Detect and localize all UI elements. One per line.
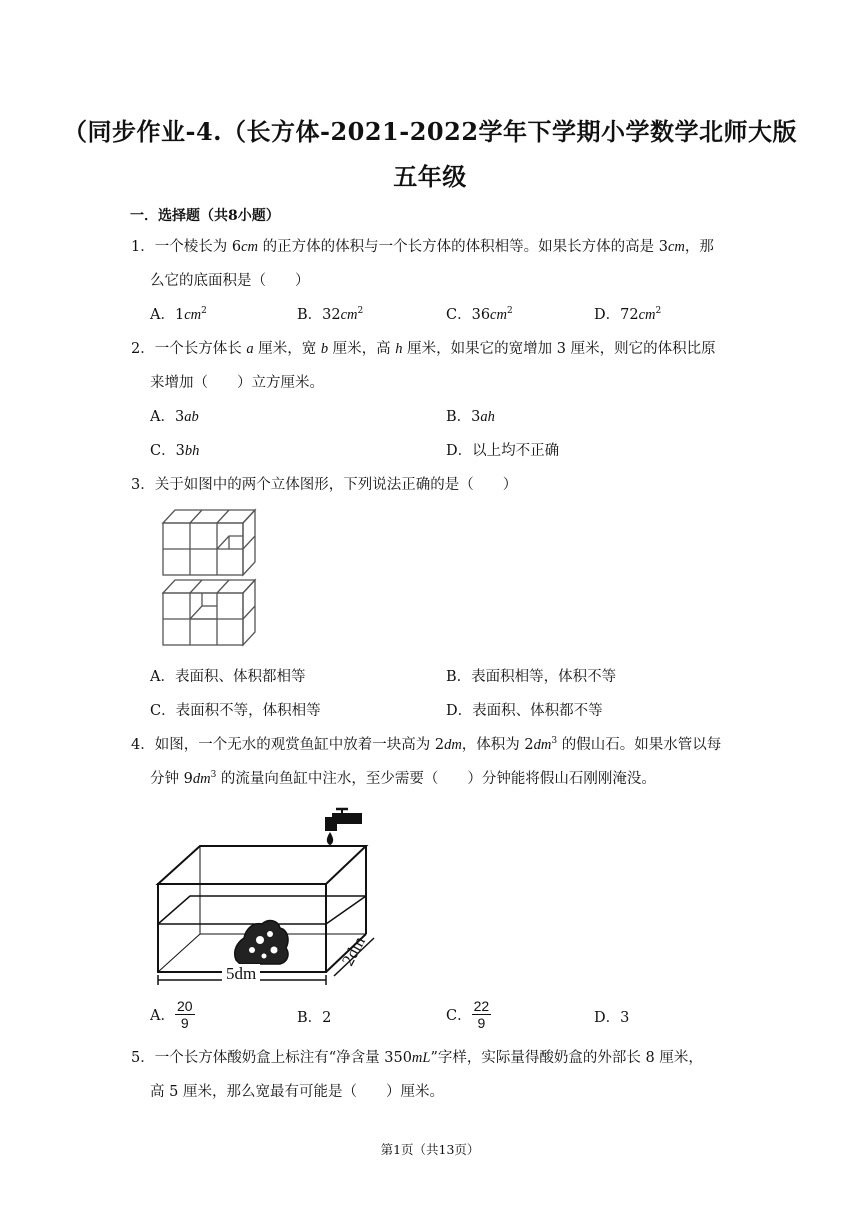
length-dimension-label: 5dm xyxy=(222,964,260,984)
q2-stem-line1: 2．一个长方体长 a 厘米，宽 b 厘米，高 h 厘米，如果它的宽增加 3 厘米，则它的体积比原 xyxy=(131,341,716,357)
q1-stem-line1: 1．一个棱长为 6cm 的正方体的体积与一个长方体的体积相等。如果长方体的高是 3cm，那 xyxy=(131,239,714,255)
q2-option-a: A．3ab xyxy=(150,409,199,425)
q1-stem-line2: 么它的底面积是（ ） xyxy=(150,273,310,289)
width-dimension-label: 2dm xyxy=(338,933,369,969)
q3-option-d: D．表面积、体积都不等 xyxy=(446,703,603,719)
q3-stem: 3．关于如图中的两个立体图形，下列说法正确的是（ ） xyxy=(131,477,518,493)
document-title-line1: （同步作业-4.（长方体-2021-2022学年下学期小学数学北师大版 xyxy=(62,117,798,146)
q2-option-c: C．3bh xyxy=(150,443,200,459)
q3-cube-figures xyxy=(158,505,258,650)
q3-option-c: C．表面积不等，体积相等 xyxy=(150,703,321,719)
q4-stem-line2: 分钟 $9dm^3$ 的流量向鱼缸中注水，至少需要（ ）分钟能将假山石刚刚淹没。 xyxy=(150,770,656,787)
q5-stem-line1: 5．一个长方体酸奶盒上标注有“净含量 350mL”字样，实际量得酸奶盒的外部长 8 厘米， xyxy=(131,1050,703,1066)
q1-option-c: C．$36cm^2$ xyxy=(446,306,513,323)
q4-option-d: D．3 xyxy=(594,1010,630,1026)
page-footer: 第1页（共13页） xyxy=(380,1142,480,1157)
q2-option-b: B．3ah xyxy=(446,409,495,425)
q3-option-a: A．表面积、体积都相等 xyxy=(150,669,306,685)
faucet-icon xyxy=(326,809,361,844)
q2-stem-line2: 来增加（ ）立方厘米。 xyxy=(150,375,324,391)
figure-top-cubes xyxy=(163,510,255,575)
document-title-line2: 五年级 xyxy=(393,162,467,191)
section-heading: 一．选择题（共8小题） xyxy=(130,208,280,224)
q5-stem-line2: 高 5 厘米，那么宽最有可能是（ ）厘米。 xyxy=(150,1084,444,1100)
figure-bottom-cubes xyxy=(163,580,255,645)
q3-option-b: B．表面积相等，体积不等 xyxy=(446,669,617,685)
q4-option-b: B．2 xyxy=(297,1010,332,1026)
q4-option-c: C． $\frac{22}{9}$ xyxy=(446,998,490,1031)
q2-option-d: D．以上均不正确 xyxy=(446,443,560,459)
q1-option-a: A．$1cm^2$ xyxy=(150,306,207,323)
q1-option-b: B．$32cm^2$ xyxy=(297,306,364,323)
rock-icon xyxy=(235,921,288,964)
q4-option-a: A． $\frac{20}{9}$ xyxy=(150,998,193,1031)
q4-stem-line1: 4．如图，一个无水的观赏鱼缸中放着一块高为 2dm，体积为 $2dm^3$ 的假山石。如果水管以每 xyxy=(131,736,722,753)
q1-option-d: D．$72cm^2$ xyxy=(594,306,662,323)
